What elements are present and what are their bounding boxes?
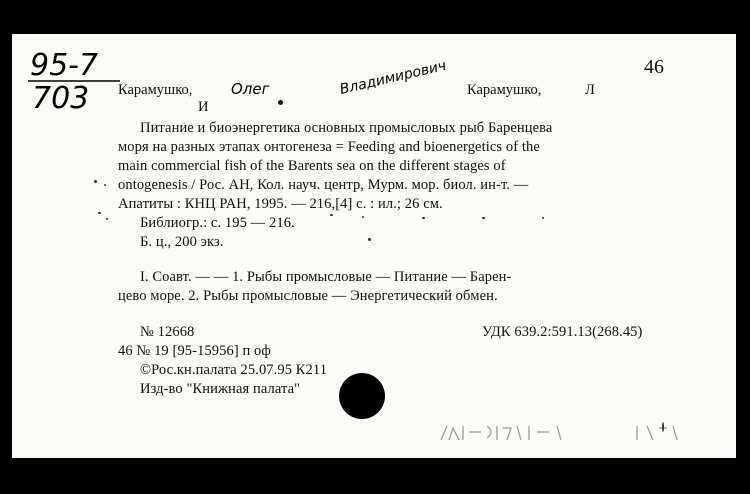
- description-line-3: main commercial fish of the Barents sea on the different stages of: [118, 158, 506, 174]
- footer-line-3: ©Рос.кн.палата 25.07.95 К211: [140, 362, 328, 378]
- record-number: № 12668: [140, 324, 195, 340]
- footer-line-4: Изд-во "Книжная палата": [140, 381, 301, 397]
- footer-line-2: 46 № 19 [95-15956] п оф: [118, 343, 271, 359]
- speck: [98, 212, 101, 214]
- ink-dot: [278, 100, 283, 105]
- description-line-5: Апатиты : КНЦ РАН, 1995. — 216,[4] с. : ил.; 26 см.: [118, 196, 443, 212]
- coauthor-initial: Л: [585, 82, 595, 98]
- call-number-top: 95-7: [30, 48, 99, 83]
- speck: [422, 217, 425, 219]
- author-patronymic-text: Владимирович: [338, 58, 448, 98]
- call-number-handwriting: [20, 48, 130, 112]
- speck: [368, 238, 371, 241]
- description-line-1: Питание и биоэнергетика основных промысловых рыб Баренцева: [140, 120, 553, 136]
- speck: [362, 216, 364, 218]
- coauthor-surname: Карамушко,: [467, 82, 542, 98]
- udk-code: УДК 639.2:591.13(268.45): [482, 324, 643, 340]
- description-line-2: моря на разных этапах онтогенеза = Feeding and bioenergetics of the: [118, 139, 540, 155]
- author-surname: Карамушко,: [118, 82, 193, 98]
- card-number: 46: [644, 56, 664, 78]
- speck: [104, 184, 106, 186]
- description-line-6: Библиогр.: с. 195 — 216.: [140, 215, 295, 231]
- speck: [330, 214, 333, 216]
- catalog-card: [12, 34, 736, 458]
- speck: [542, 217, 544, 219]
- speck: [662, 422, 664, 432]
- author-patronymic-handwritten: [337, 58, 477, 104]
- speck: [106, 218, 108, 220]
- description-line-4: ontogenesis / Рос. АН, Кол. науч. центр, Мурм. мор. биол. ин-т. —: [118, 177, 529, 193]
- author-initial: И: [198, 99, 209, 115]
- description-line-7: Б. ц., 200 экз.: [140, 234, 224, 250]
- speck: [482, 217, 485, 219]
- speck: [94, 180, 97, 183]
- subjects-line-1: I. Соавт. — — 1. Рыбы промысловые — Питание — Барен-: [140, 269, 512, 285]
- subjects-line-2: цево море. 2. Рыбы промысловые — Энергетический обмен.: [118, 288, 498, 304]
- author-first-name-handwritten: Олег: [231, 80, 270, 98]
- punch-hole: [339, 373, 385, 419]
- faint-stamp-mark: [437, 422, 687, 444]
- call-number-bottom: 703: [32, 81, 90, 112]
